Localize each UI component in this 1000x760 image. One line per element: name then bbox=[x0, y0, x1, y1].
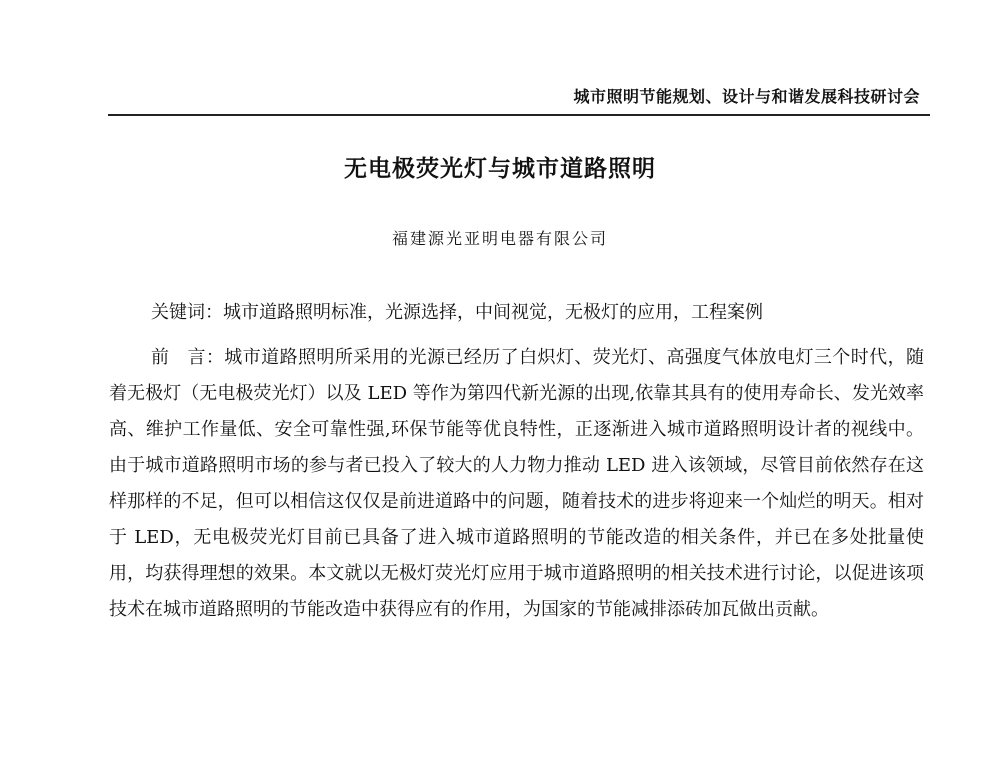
affiliation: 福建源光亚明电器有限公司 bbox=[391, 229, 608, 248]
keywords-text: 城市道路照明标准，光源选择，中间视觉，无极灯的应用，工程案例 bbox=[223, 302, 763, 323]
keywords-label: 关键词： bbox=[151, 302, 223, 323]
preface-paragraph bbox=[109, 340, 924, 628]
keywords-line bbox=[151, 298, 930, 324]
running-header: 城市照明节能规划、设计与和谐发展科技研讨会 bbox=[573, 87, 920, 106]
paper-title: 无电极荧光灯与城市道路照明 bbox=[344, 156, 656, 182]
preface-label-char2: 言： bbox=[187, 347, 225, 368]
preface-label-char1: 前 bbox=[151, 347, 188, 368]
header-rule bbox=[108, 114, 930, 116]
preface-text: 城市道路照明所采用的光源已经历了白炽灯、荧光灯、高强度气体放电灯三个时代，随着无极灯（无电极荧光灯）以及 LED 等作为第四代新光源的出现,依靠其具有的使用寿命长、发光效率高、维护工作量低、安全可靠性强,环保节能等优良特性，正逐渐进入城市道路照明设计者的视线中。由于城市道路照明市场的参与者已投入了较大的人力物力推动 LED 进入该领域，尽管目前依然存在这样那样的不足，但可以相信这仅仅是前进道路中的问题，随着技术的进步将迎来一个灿烂的明天。相对于 LED，无电极荧光灯目前已具备了进入城市道路照明的节能改造的相关条件，并已在多处批量使用，均获得理想的效果。本文就以无极灯荧光灯应用于城市道路照明的相关技术进行讨论，以促进该项技术在城市道路照明的节能改造中获得应有的作用，为国家的节能减排添砖加瓦做出贡献。 bbox=[109, 347, 925, 620]
